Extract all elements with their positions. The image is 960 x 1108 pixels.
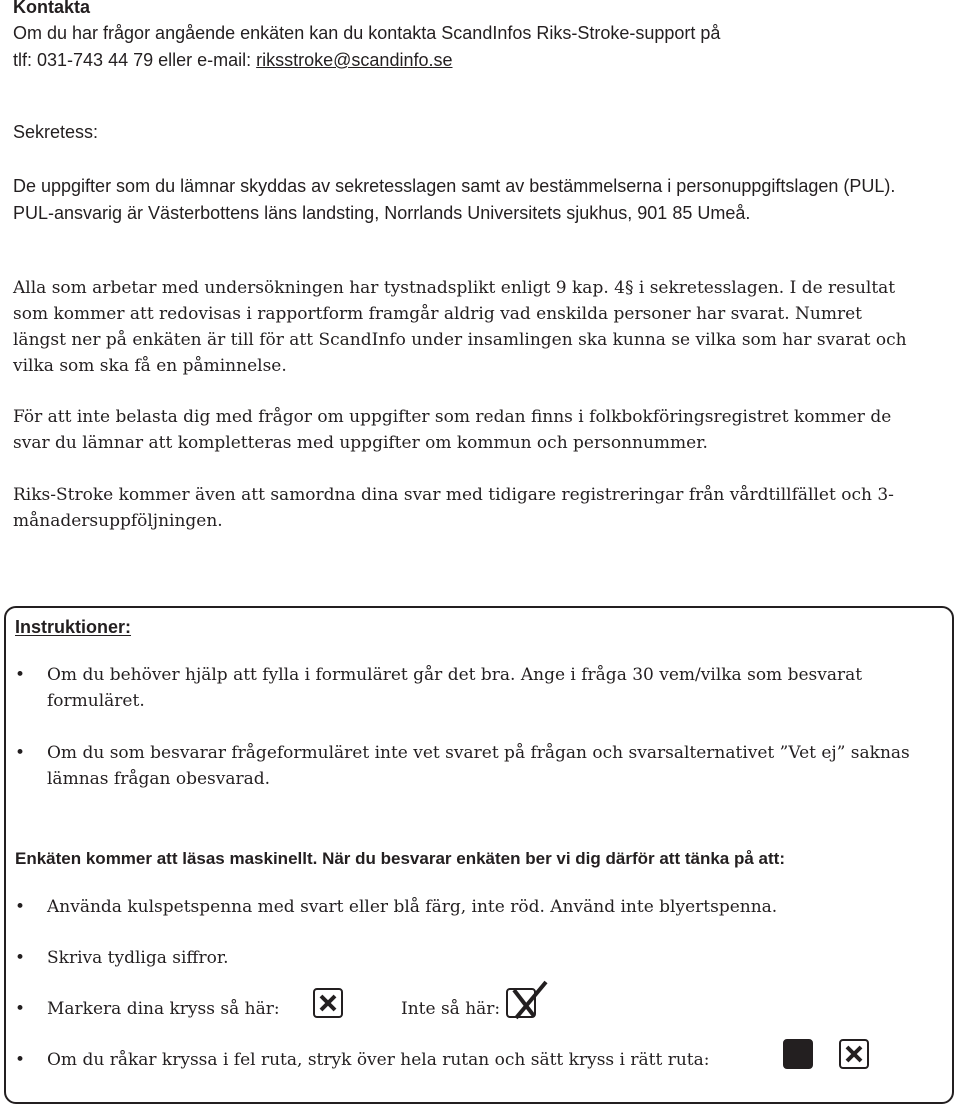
list-item: • Om du som besvarar frågeformuläret inte vet svaret på frågan och svarsalternativet ”Vet ej” saknas lämnas frågan obesvarad. xyxy=(15,740,946,792)
list-item xyxy=(15,1047,946,1073)
bullet-icon: • xyxy=(15,665,26,685)
checkbox-crossed-icon xyxy=(839,1039,869,1069)
bullet-icon: • xyxy=(15,1050,26,1070)
sekretess-paragraph-1: De uppgifter som du lämnar skyddas av sekretesslagen samt av bestämmelserna i personuppgiftslagen (PUL). PUL-ansvarig är Västerbottens läns landsting, Norrlands Universitets sjukhus, 901 85 Umeå. xyxy=(13,176,896,223)
list-item xyxy=(15,996,946,1022)
checkbox-filled-icon xyxy=(783,1039,813,1069)
kontakta-line-1: Om du har frågor angående enkäten kan du kontakta ScandInfos Riks-Stroke-support på xyxy=(13,23,721,43)
list-item: • Använda kulspetspenna med svart eller blå färg, inte röd. Använd inte blyertspenna. xyxy=(15,894,946,920)
email-link[interactable]: riksstroke@scandinfo.se xyxy=(256,50,453,70)
bullet-icon: • xyxy=(15,948,26,968)
checkbox-crossed-overflow-icon xyxy=(506,988,536,1018)
mark-wrong-label: Inte så här: xyxy=(401,999,501,1019)
mark-correct-label: Markera dina kryss så här: xyxy=(47,999,280,1019)
bullet-icon: • xyxy=(15,897,26,917)
sekretess-heading: Sekretess: xyxy=(13,122,99,142)
maskinell-list xyxy=(15,894,946,1073)
list-item: • Skriva tydliga siffror. xyxy=(15,945,946,971)
kontakta-phone-text: tlf: 031-743 44 79 eller e-mail: xyxy=(13,50,257,70)
correction-label: Om du råkar kryssa i fel ruta, stryk över hela rutan och sätt kryss i rätt ruta: xyxy=(47,1050,710,1070)
instructions-box xyxy=(4,606,954,1104)
list-item: • Om du behöver hjälp att fylla i formuläret går det bra. Ange i fråga 30 vem/vilka som besvarat formuläret. xyxy=(15,662,946,714)
maskinell-heading: Enkäten kommer att läsas maskinellt. När du besvarar enkäten ber vi dig därför att tänka på att: xyxy=(15,849,785,868)
bullet-icon: • xyxy=(15,743,26,763)
sekretess-paragraph-4: Riks-Stroke kommer även att samordna dina svar med tidigare registreringar från vårdtillfället och 3-månadersuppföljningen. xyxy=(13,485,894,531)
bullet-icon: • xyxy=(15,999,26,1019)
kontakta-line-2 xyxy=(13,47,920,74)
checkbox-crossed-icon xyxy=(313,988,343,1018)
sekretess-paragraph-3: För att inte belasta dig med frågor om uppgifter som redan finns i folkbokföringsregistret kommer de svar du lämnar att kompletteras med uppgifter om kommun och personnummer. xyxy=(13,407,892,453)
instruktioner-heading: Instruktioner: xyxy=(15,617,132,637)
sekretess-paragraph-2: Alla som arbetar med undersökningen har tystnadsplikt enligt 9 kap. 4§ i sekretesslagen. I de resultat som kommer att redovisas i rapportform framgår aldrig vad enskilda personer har svarat. Numret längst ner på enkäten är till för att ScandInfo under insamlingen ska kunna se vilka som har svarat och vilka som ska få en påminnelse. xyxy=(13,278,907,376)
kontakta-text xyxy=(13,20,920,74)
kontakta-heading: Kontakta xyxy=(13,0,91,17)
instruktioner-list xyxy=(15,662,946,792)
